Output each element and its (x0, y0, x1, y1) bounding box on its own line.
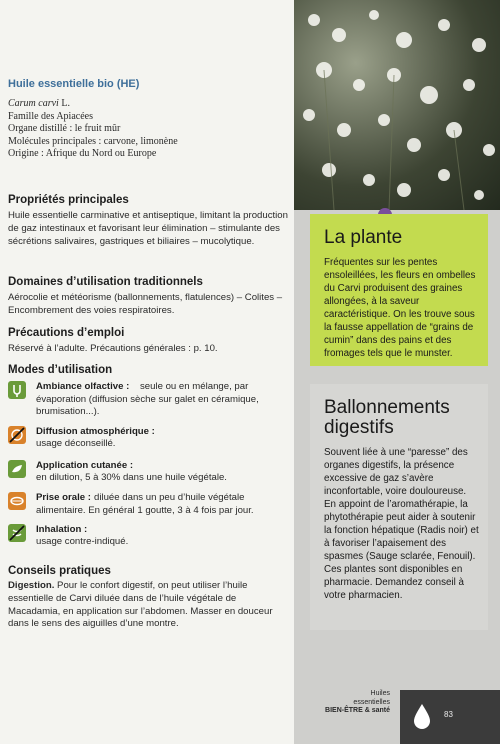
mode-text: en dilution, 5 à 30% dans une huile végétale. (36, 472, 227, 483)
plant-box (310, 214, 488, 366)
mode-label: Inhalation : (36, 524, 88, 535)
properties-text: Huile essentielle carminative et antiseptique, limitant la production de gaz intestinaux et favorisant leur élimination – stimulante des sécrétions salivaires, gastriques et biliaires – mucolytique. (8, 210, 288, 247)
skin-application-icon (8, 460, 26, 478)
mode-skin (8, 460, 292, 488)
plant-box-title: La plante (324, 227, 403, 248)
plant-box-text: Fréquentes sur les pentes ensoleillées, les fleurs en ombelles du Carvi produisent des graines allongées, à la saveur caractéristique. On les trouve sous la fausse appellation de “grains de cumin” dans des pains et des fromages tels que le munster. (324, 256, 476, 359)
plant-photo (294, 0, 500, 210)
modes-title: Modes d’utilisation (8, 364, 113, 376)
footer-line2: essentielles (353, 698, 390, 706)
page-number: 83 (444, 710, 453, 719)
mode-olfactory (8, 381, 292, 423)
advice-lead: Digestion. (8, 580, 55, 591)
molecules: Molécules principales : carvone, limonène (8, 135, 178, 147)
advice-text (8, 580, 290, 631)
mode-diffusion (8, 426, 292, 454)
advice-title: Conseils pratiques (8, 565, 111, 577)
traditional-text: Aérocolie et météorisme (ballonnements, flatulences) – Colites – Encombrement des voies respiratoires. (8, 292, 283, 316)
origin: Origine : Afrique du Nord ou Europe (8, 148, 157, 159)
oil-metadata (8, 98, 178, 161)
organ: Organe distillé : le fruit mûr (8, 123, 121, 134)
oral-intake-icon (8, 492, 26, 510)
diffusion-icon (8, 426, 26, 444)
footer-line3: BIEN-ÊTRE & santé (325, 707, 390, 714)
footer-line1: Huiles (370, 690, 390, 697)
inhalation-icon (8, 524, 26, 542)
latin-name (8, 98, 178, 111)
footer-brand (306, 690, 390, 716)
bloating-box (310, 384, 488, 630)
oil-header: Huile essentielle bio (HE) (8, 78, 140, 90)
drop-icon (410, 702, 434, 732)
mode-label: Application cutanée : (36, 460, 134, 471)
bloating-box-text: Souvent liée à une “paresse” des organes digestifs, la présence excessive de gaz s’avère inconfortable, voire douloureuse. En appoint de l’aromathérapie, la phytothérapie peut aider à soutenir la fonction hépatique (Radis noir) et à favoriser l’apaisement des spasmes (Sauge sclarée, Fenouil). Ces plantes sont disponibles en pharmacie. Demandez conseil à votre pharmacien. (324, 446, 479, 601)
traditional-title: Domaines d’utilisation traditionnels (8, 276, 203, 288)
olfactory-icon (8, 381, 26, 399)
mode-label: Prise orale : (36, 492, 91, 503)
precautions-text: Réservé à l’adulte. Précautions générales : p. 10. (8, 343, 218, 354)
mode-inhalation (8, 524, 292, 552)
family: Famille des Apiacées (8, 110, 93, 122)
mode-oral (8, 492, 292, 520)
mode-text: usage déconseillé. (36, 438, 116, 449)
properties-title: Propriétés principales (8, 194, 129, 206)
advice-body: Pour le confort digestif, on peut utiliser l’huile essentielle de Carvi diluée dans de l’huile végétale de Macadamia, en application sur l’abdomen. Masser en douceur dans le sens des aiguilles d’une montre. (8, 580, 273, 630)
mode-text: usage contre-indiqué. (36, 536, 129, 547)
sidebar-column (294, 0, 500, 744)
mode-text: seule ou en mélange, par évaporation (diffusion sèche sur galet en céramique, brumisation...). (36, 381, 259, 417)
precautions-title: Précautions d’emploi (8, 327, 125, 339)
bloating-box-title: Ballonnements digestifs (324, 397, 450, 438)
mode-text: diluée dans un peu d’huile végétale alimentaire. En général 1 goutte, 3 à 4 fois par jour. (36, 492, 254, 516)
mode-label: Ambiance olfactive : (36, 381, 130, 392)
latin-author: L. (58, 98, 70, 109)
mode-label: Diffusion atmosphérique : (36, 426, 155, 437)
latin-italic: Carum carvi (8, 98, 59, 109)
